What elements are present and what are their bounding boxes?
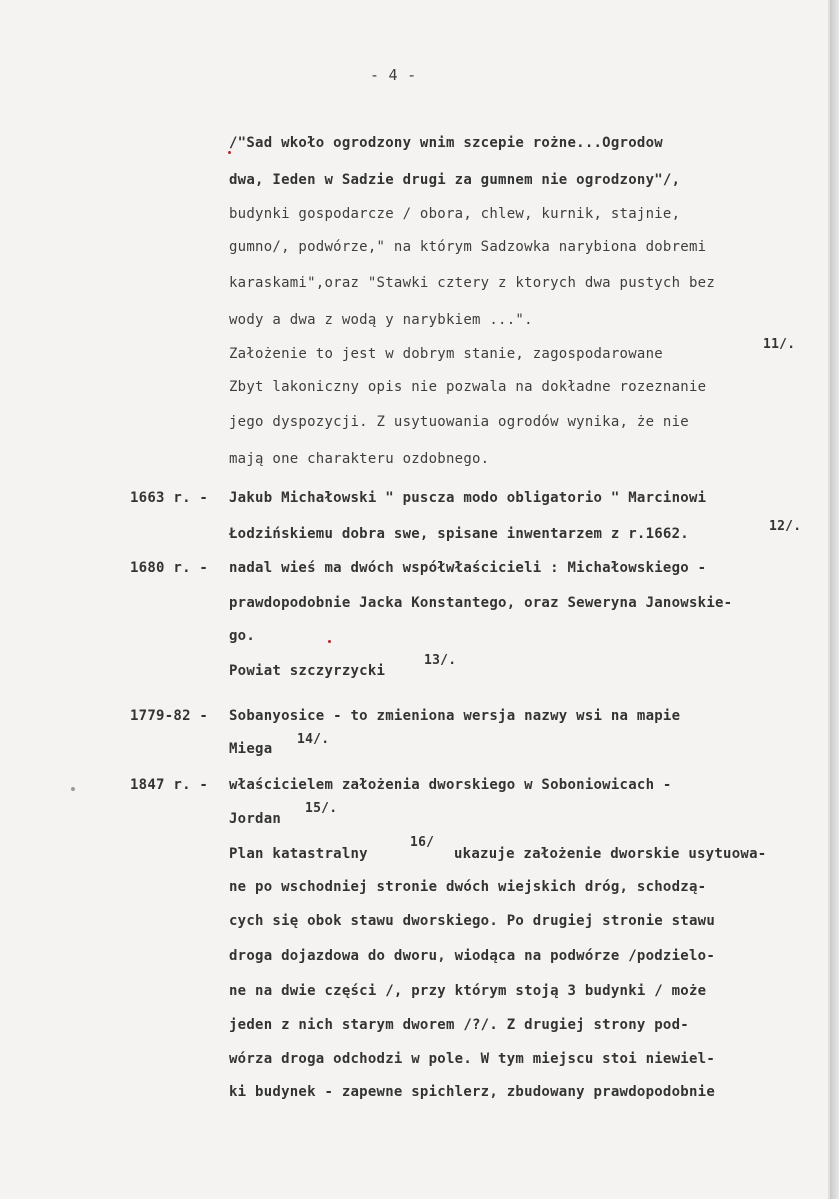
- text-line: gumno/, podwórze," na którym Sadzowka narybiona dobremi: [229, 239, 707, 255]
- text-line: ki budynek - zapewne spichlerz, zbudowany prawdopodobnie: [229, 1084, 716, 1100]
- text-line: droga dojazdowa do dworu, wiodąca na podwórze /podzielo-: [229, 948, 716, 964]
- text-line: prawdopodobnie Jacka Konstantego, oraz Seweryna Janowskie-: [229, 595, 733, 611]
- footnote-ref: 12/.: [769, 519, 802, 534]
- red-ink-dot: [228, 151, 231, 154]
- text-line: jego dyspozycji. Z usytuowania ogrodów wynika, że nie: [229, 414, 689, 430]
- text-line: Jordan: [229, 811, 282, 827]
- footnote-ref: 16/: [410, 835, 435, 850]
- text-line: /"Sad wkoło ogrodzony wnim szcepie rożne...Ogrodow: [229, 135, 663, 151]
- footnote-ref: 11/.: [763, 337, 796, 352]
- text-line: Zbyt lakoniczny opis nie pozwala na dokładne rozeznanie: [229, 379, 707, 395]
- text-line: mają one charakteru ozdobnego.: [229, 451, 490, 467]
- entry-year: 1779-82 -: [130, 708, 209, 724]
- page-edge: [830, 0, 839, 1199]
- text-line: wody a dwa z wodą y narybkiem ...".: [229, 312, 533, 328]
- text-line: Łodzińskiemu dobra swe, spisane inwentarzem z r.1662.: [229, 526, 689, 542]
- text-line: Plan katastralny: [229, 846, 368, 862]
- text-line: wórza droga odchodzi w pole. W tym miejscu stoi niewiel-: [229, 1051, 716, 1067]
- text-line: jeden z nich starym dworem /?/. Z drugiej strony pod-: [229, 1017, 689, 1033]
- footnote-ref: 13/.: [424, 653, 457, 668]
- margin-mark: [71, 787, 75, 791]
- entry-year: 1680 r. -: [130, 560, 209, 576]
- text-line: ukazuje założenie dworskie usytuowa-: [454, 846, 767, 862]
- text-line: karaskami",oraz "Stawki cztery z ktorych dwa pustych bez: [229, 275, 716, 291]
- text-line: go.: [229, 628, 256, 644]
- text-line: Sobanyosice - to zmieniona wersja nazwy wsi na mapie: [229, 708, 681, 724]
- text-line: ne po wschodniej stronie dwóch wiejskich dróg, schodzą-: [229, 879, 707, 895]
- text-line: cych się obok stawu dworskiego. Po drugiej stronie stawu: [229, 913, 716, 929]
- text-line: ne na dwie części /, przy którym stoją 3 budynki / może: [229, 983, 707, 999]
- text-line: Powiat szczyrzycki: [229, 663, 386, 679]
- entry-year: 1663 r. -: [130, 490, 209, 506]
- footnote-ref: 15/.: [305, 801, 338, 816]
- text-line: Miega: [229, 741, 273, 757]
- text-line: Założenie to jest w dobrym stanie, zagospodarowane: [229, 346, 663, 362]
- text-line: budynki gospodarcze / obora, chlew, kurnik, stajnie,: [229, 206, 681, 222]
- text-line: Jakub Michałowski " puscza modo obligatorio " Marcinowi: [229, 490, 707, 506]
- page-number: - 4 -: [370, 66, 417, 84]
- text-line: nadal wieś ma dwóch współwłaścicieli : Michałowskiego -: [229, 560, 707, 576]
- text-line: dwa, Ieden w Sadzie drugi za gumnem nie ogrodzony"/,: [229, 172, 681, 188]
- text-line: właścicielem założenia dworskiego w Soboniowicach -: [229, 777, 672, 793]
- entry-year: 1847 r. -: [130, 777, 209, 793]
- footnote-ref: 14/.: [297, 732, 330, 747]
- red-ink-dot: [328, 640, 331, 643]
